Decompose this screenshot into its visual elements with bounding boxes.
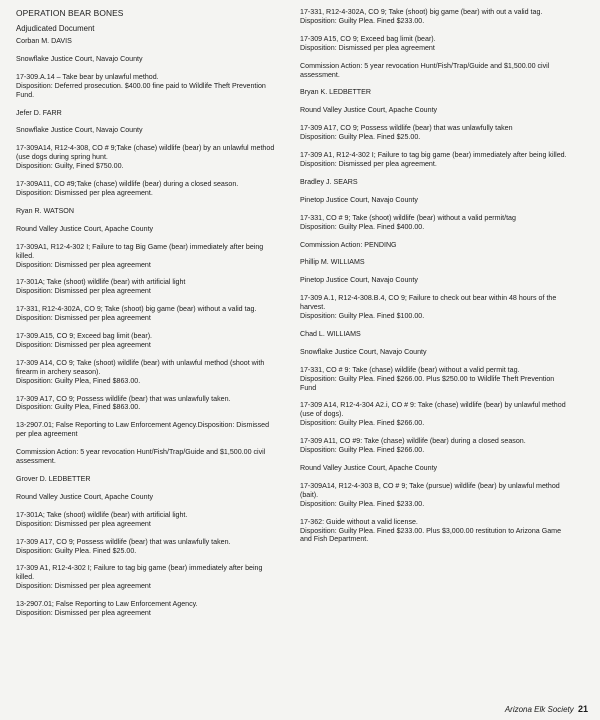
left-entries <box>16 37 280 618</box>
entry-paragraph: 17-309 A15, CO 9; Exceed bag limit (bear). Disposition: Dismissed per plea agreement <box>300 34 436 52</box>
entry-paragraph: Snowflake Justice Court, Navajo County <box>16 126 143 135</box>
right-column <box>300 8 572 544</box>
entry-paragraph: 17-309A14, R12-4-308, CO # 9;Take (chase) wildlife (bear) by an unlawful method (use dogs during spring hunt. Disposition: Guilty, Fined $750.00. <box>16 144 275 171</box>
entry-paragraph: Commission Action: PENDING <box>300 240 397 249</box>
entry-paragraph: 17-331, R12-4-302A, CO 9; Take (shoot) big game (bear) with out a valid tag. Disposition: Guilty Plea. Fined $233.00. <box>300 8 543 25</box>
entry-paragraph: 17-301A; Take (shoot) wildlife (bear) with artificial light Disposition: Dismissed per plea agreement <box>16 278 186 296</box>
entry-paragraph: Round Valley Justice Court, Apache County <box>300 464 438 472</box>
entry-paragraph: Round Valley Justice Court, Apache County <box>16 492 154 501</box>
entry-paragraph: 13-2907.01; False Reporting to Law Enforcement Agency. Disposition: Dismissed per plea agreement <box>16 600 198 618</box>
entry-paragraph: 17-309A11, CO #9;Take (chase) wildlife (bear) during a closed season. Disposition: Dismissed per plea agreement. <box>16 180 239 197</box>
entry-paragraph: Grover D. LEDBETTER <box>16 475 91 483</box>
entry-paragraph: 17-301A; Take (shoot) wildlife (bear) with artificial light. Disposition: Dismissed per plea agreement <box>16 510 188 528</box>
entry-paragraph: 17-331, CO # 9; Take (shoot) wildlife (bear) without a valid permit/tag Disposition: Guilty Plea. Fined $400.00. <box>300 213 516 231</box>
right-entries <box>300 8 572 544</box>
page-footer <box>505 704 588 714</box>
entry-paragraph: Snowflake Justice Court, Navajo County <box>300 347 427 356</box>
entry-paragraph: Commission Action: 5 year revocation Hunt/Fish/Trap/Guide and $1,500.00 civil assessment. <box>16 448 266 466</box>
document-subtitle: Adjudicated Document <box>16 24 95 33</box>
entry-paragraph: Phillip M. WILLIAMS <box>300 258 365 267</box>
entry-paragraph: 17-309 A17, CO 9; Possess wildlife (bear) that was unlawfully taken. Disposition: Guilty Plea, Fined $863.00. <box>16 394 231 412</box>
document-title: OPERATION BEAR BONES <box>16 8 124 18</box>
entry-paragraph: 17-309 A17, CO 9; Possess wildlife (bear) that was unlawfully taken Disposition: Guilty Plea. Fined $25.00. <box>300 124 513 142</box>
entry-paragraph: 17-331, CO # 9: Take (chase) wildlife (bear) without a valid permit tag. Disposition: Guilty Plea. Fined $266.00. Plus $250.00 to Wildlife Theft Prevention Fund <box>300 365 555 392</box>
entry-paragraph: Commission Action: 5 year revocation Hunt/Fish/Trap/Guide and $1,500.00 civil assessment. <box>300 61 550 79</box>
entry-paragraph: 17-309 A14, CO 9; Take (shoot) wildlife (bear) with unlawful method (shoot with firearm in archery season). Disposition: Guilty Plea, Fined $863.00. <box>16 358 265 385</box>
entry-paragraph: 17-309.A.14 – Take bear by unlawful method. Disposition: Deferred prosecution. $400.00 fine paid to Wildlife Theft Prevention Fund. <box>16 72 266 99</box>
entry-paragraph: Ryan R. WATSON <box>16 206 74 215</box>
entry-paragraph: 17-309 A14, R12-4-304 A2.i, CO # 9: Take (chase) wildlife (bear) by unlawful method (use of dogs). Disposition: Guilty Plea. Fined $266.00. <box>300 401 566 428</box>
entry-paragraph: 17-309A14, R12-4-303 B, CO # 9; Take (pursue) wildlife (bear) by unlawful method (bait). Disposition: Guilty Plea. Fined $233.00. <box>300 481 560 508</box>
publication-name: Arizona Elk Society <box>504 705 574 714</box>
entry-paragraph: 17-309 A17, CO 9; Possess wildlife (bear) that was unlawfully taken. Disposition: Guilty Plea. Fined $25.00. <box>16 537 231 555</box>
left-column <box>16 8 280 618</box>
entry-paragraph: 17-309 A1, R12-4-302 I; Failure to tag big game (bear) immediately after being killed. Disposition: Dismissed per plea agreement <box>16 564 263 591</box>
page-number: 21 <box>577 704 588 714</box>
entry-paragraph: Round Valley Justice Court, Apache County <box>300 106 438 115</box>
entry-paragraph: 17-309 A11, CO #9: Take (chase) wildlife (bear) during a closed season. Disposition: Guilty Plea. Fined $266.00. <box>300 437 526 455</box>
entry-paragraph: Round Valley Justice Court, Apache County <box>16 224 154 233</box>
entry-paragraph: 17-362: Guide without a valid license. Disposition: Guilty Plea. Fined $233.00. Plus $3,000.00 restitution to Arizona Game and Fish Department. <box>300 517 562 544</box>
entry-paragraph: 17-309 A.1, R12-4-308.B.4, CO 9; Failure to check out bear within 48 hours of the harvest. Disposition: Guilty Plea. Fined $100.00. <box>300 294 557 321</box>
entry-paragraph: 17-309 A1, R12-4-302 I; Failure to tag big game (bear) immediately after being killed. Disposition: Dismissed per plea agreement. <box>300 151 567 168</box>
entry-paragraph: Bryan K. LEDBETTER <box>300 88 371 97</box>
entry-paragraph: Bradley J. SEARS <box>300 177 358 186</box>
entry-paragraph: Pinetop Justice Court, Navajo County <box>300 195 418 204</box>
entry-paragraph: 13-2907.01; False Reporting to Law Enforcement Agency.Disposition: Dismissed per plea agreement <box>16 421 270 439</box>
entry-paragraph: 17-331, R12-4-302A, CO 9; Take (shoot) big game (bear) without a valid tag. Disposition: Dismissed per plea agreement <box>16 305 257 323</box>
entry-paragraph: 17-309A1, R12-4-302 I; Failure to tag Big Game (bear) immediately after being killed. Disposition: Dismissed per plea agreement <box>16 242 264 269</box>
entry-paragraph: Pinetop Justice Court, Navajo County <box>300 276 418 285</box>
entry-paragraph: Corban M. DAVIS <box>16 37 72 45</box>
entry-paragraph: Snowflake Justice Court, Navajo County <box>16 54 143 63</box>
entry-paragraph: Chad L. WILLIAMS <box>300 329 361 338</box>
entry-paragraph: 17-309.A15, CO 9; Exceed bag limit (bear). Disposition: Dismissed per plea agreement <box>16 332 153 349</box>
entry-paragraph: Jefer D. FARR <box>16 108 62 117</box>
